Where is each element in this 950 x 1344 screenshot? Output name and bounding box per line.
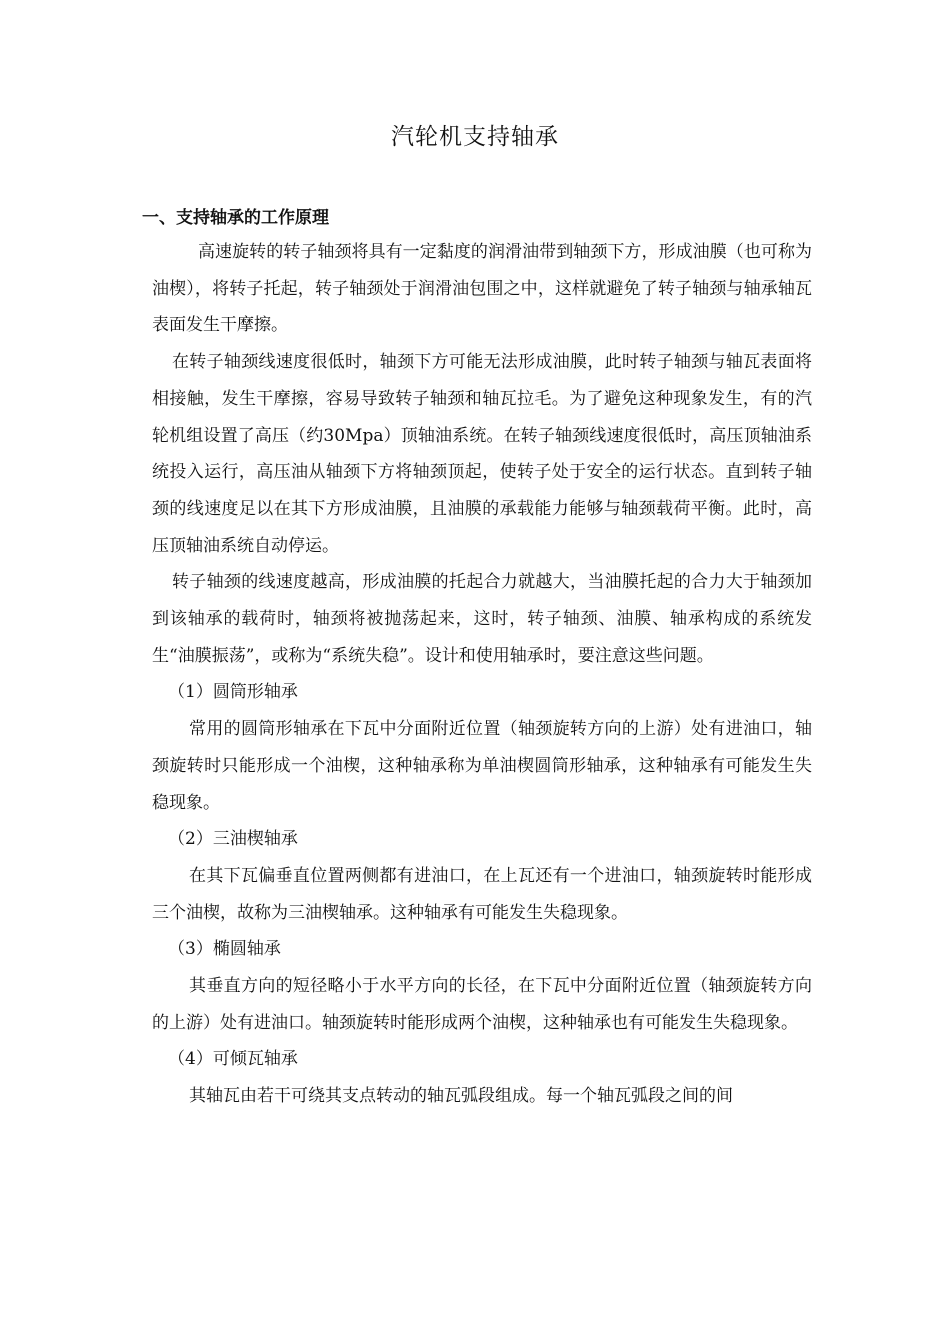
bearing-type-label: （2）三油楔轴承 xyxy=(168,829,298,850)
bearing-type-description: 其轴瓦由若干可绕其支点转动的轴瓦弧段组成。每一个轴瓦弧段之间的间 xyxy=(189,1086,733,1107)
bearing-type-label: （1）圆筒形轴承 xyxy=(168,682,298,703)
bearing-type-description: 其垂直方向的短径略小于水平方向的长径，在下瓦中分面附近位置（轴颈旋转方向的上游）处有进油口。轴颈旋转时能形成两个油楔，这种轴承也有可能发生失稳现象。 xyxy=(152,976,812,1033)
document-title: 汽轮机支持轴承 xyxy=(391,124,559,150)
paragraph-jacking-oil: 在转子轴颈线速度很低时，轴颈下方可能无法形成油膜，此时转子轴颈与轴瓦表面将相接触，发生干摩擦，容易导致转子轴颈和轴瓦拉毛。为了避免这种现象发生，有的汽轮机组设置了高压（约30Mpa）顶轴油系统。在转子轴颈线速度很低时，高压顶轴油系统投入运行，高压油从轴颈下方将轴颈顶起，使转子处于安全的运行状态。直到转子轴颈的线速度足以在其下方形成油膜，且油膜的承载能力能够与轴颈载荷平衡。此时，高压顶轴油系统自动停运。 xyxy=(152,352,812,556)
section-heading: 一、支持轴承的工作原理 xyxy=(142,208,329,228)
bearing-type-label: （4）可倾瓦轴承 xyxy=(168,1049,298,1070)
paragraph-oil-whip: 转子轴颈的线速度越高，形成油膜的托起合力就越大，当油膜托起的合力大于轴颈加到该轴承的载荷时，轴颈将被抛荡起来，这时，转子轴颈、油膜、轴承构成的系统发生“油膜振荡”，或称为“系统失稳”。设计和使用轴承时，要注意这些问题。 xyxy=(152,572,812,666)
bearing-type-label: （3）椭圆轴承 xyxy=(168,939,281,960)
paragraph-oil-film: 高速旋转的转子轴颈将具有一定黏度的润滑油带到轴颈下方，形成油膜（也可称为油楔），将转子托起，转子轴颈处于润滑油包围之中，这样就避免了转子轴颈与轴承轴瓦表面发生干摩擦。 xyxy=(152,242,812,336)
bearing-type-description: 常用的圆筒形轴承在下瓦中分面附近位置（轴颈旋转方向的上游）处有进油口，轴颈旋转时只能形成一个油楔，这种轴承称为单油楔圆筒形轴承，这种轴承有可能发生失稳现象。 xyxy=(152,719,812,813)
bearing-type-description: 在其下瓦偏垂直位置两侧都有进油口，在上瓦还有一个进油口，轴颈旋转时能形成三个油楔，故称为三油楔轴承。这种轴承有可能发生失稳现象。 xyxy=(152,865,812,923)
document-body xyxy=(152,234,812,1115)
